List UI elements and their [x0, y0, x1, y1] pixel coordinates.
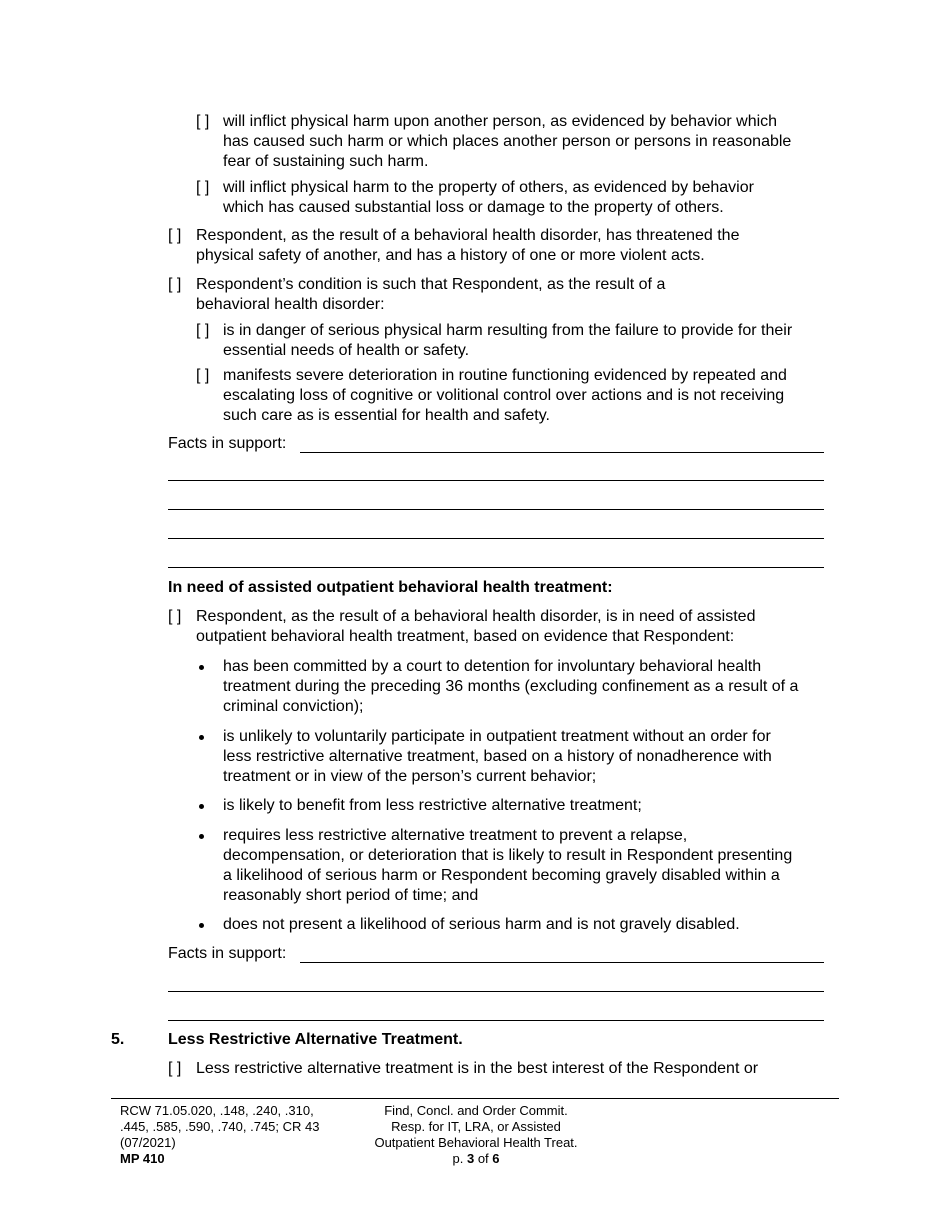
bullet-icon [199, 804, 204, 809]
facts-input-line[interactable] [168, 1020, 824, 1021]
facts-input-line[interactable] [300, 962, 824, 963]
item-text: escalating loss of cognitive or volitional control over actions and is not receiving [223, 387, 785, 404]
bullet-text: does not present a likelihood of serious harm and is not gravely disabled. [223, 916, 740, 933]
item-text: will inflict physical harm to the property of others, as evidenced by behavior [223, 179, 754, 196]
checkbox[interactable]: [ ] [196, 113, 210, 130]
aot-heading: In need of assisted outpatient behavioral health treatment: [168, 579, 613, 596]
item-text: Less restrictive alternative treatment is in the best interest of the Respondent or [196, 1060, 759, 1077]
item-text: outpatient behavioral health treatment, based on evidence that Respondent: [196, 628, 735, 645]
bullet-text: treatment or in view of the person’s current behavior; [223, 768, 597, 785]
divider [168, 567, 824, 568]
checkbox[interactable]: [ ] [196, 179, 210, 196]
facts-input-line[interactable] [168, 480, 824, 481]
bullet-icon [199, 834, 204, 839]
item-text: is in danger of serious physical harm resulting from the failure to provide for their [223, 322, 793, 339]
page-total: 6 [492, 1151, 500, 1166]
page-number [326, 1151, 626, 1167]
checkbox[interactable]: [ ] [168, 276, 182, 293]
footer-date: (07/2021) [120, 1135, 176, 1150]
footer-title-line: Find, Concl. and Order Commit. [384, 1103, 568, 1118]
facts-label: Facts in support: [168, 945, 287, 962]
item-text: essential needs of health or safety. [223, 342, 470, 359]
footer-title-line: Outpatient Behavioral Health Treat. [374, 1135, 578, 1150]
item-text: will inflict physical harm upon another person, as evidenced by behavior which [223, 113, 778, 130]
facts-input-line[interactable] [168, 538, 824, 539]
bullet-text: a likelihood of serious harm or Respondent becoming gravely disabled within a [223, 867, 780, 884]
item-text: Respondent, as the result of a behavioral health disorder, has threatened the [196, 227, 740, 244]
facts-input-line[interactable] [300, 452, 824, 453]
item-text: physical safety of another, and has a history of one or more violent acts. [196, 247, 705, 264]
bullet-text: reasonably short period of time; and [223, 887, 479, 904]
bullet-text: is likely to benefit from less restrictive alternative treatment; [223, 797, 642, 814]
footer-title-line: Resp. for IT, LRA, or Assisted [391, 1119, 561, 1134]
footer-rcw-line: .445, .585, .590, .740, .745; CR 43 [120, 1119, 320, 1134]
bullet-text: treatment during the preceding 36 months (excluding confinement as a result of a [223, 678, 799, 695]
bullet-text: has been committed by a court to detention for involuntary behavioral health [223, 658, 762, 675]
facts-input-line[interactable] [168, 991, 824, 992]
checkbox[interactable]: [ ] [196, 322, 210, 339]
page-of: of [477, 1151, 489, 1166]
item-text: such care as is essential for health and safety. [223, 407, 550, 424]
bullet-text: requires less restrictive alternative treatment to prevent a relapse, [223, 827, 688, 844]
footer-divider [111, 1098, 839, 1099]
page-prefix: p. [452, 1151, 464, 1166]
item-text: manifests severe deterioration in routine functioning evidenced by repeated and [223, 367, 787, 384]
section-number: 5. [111, 1031, 125, 1048]
bullet-icon [199, 735, 204, 740]
checkbox[interactable]: [ ] [196, 367, 210, 384]
bullet-icon [199, 665, 204, 670]
section-title: Less Restrictive Alternative Treatment. [168, 1031, 463, 1048]
bullet-text: is unlikely to voluntarily participate in outpatient treatment without an order for [223, 728, 771, 745]
checkbox[interactable]: [ ] [168, 608, 182, 625]
item-text: Respondent’s condition is such that Respondent, as the result of a [196, 276, 666, 293]
page-current: 3 [466, 1151, 475, 1166]
item-text: which has caused substantial loss or damage to the property of others. [223, 199, 724, 216]
facts-input-line[interactable] [168, 509, 824, 510]
checkbox[interactable]: [ ] [168, 1060, 182, 1077]
bullet-text: less restrictive alternative treatment, based on a history of nonadherence with [223, 748, 772, 765]
footer-form-number: MP 410 [120, 1151, 165, 1166]
bullet-text: criminal conviction); [223, 698, 364, 715]
facts-label: Facts in support: [168, 435, 287, 452]
footer-rcw-line: RCW 71.05.020, .148, .240, .310, [120, 1103, 314, 1118]
item-text: fear of sustaining such harm. [223, 153, 429, 170]
item-text: Respondent, as the result of a behavioral health disorder, is in need of assisted [196, 608, 756, 625]
bullet-text: decompensation, or deterioration that is likely to result in Respondent presenting [223, 847, 793, 864]
item-text: has caused such harm or which places another person or persons in reasonable [223, 133, 792, 150]
item-text: behavioral health disorder: [196, 296, 385, 313]
checkbox[interactable]: [ ] [168, 227, 182, 244]
bullet-icon [199, 923, 204, 928]
